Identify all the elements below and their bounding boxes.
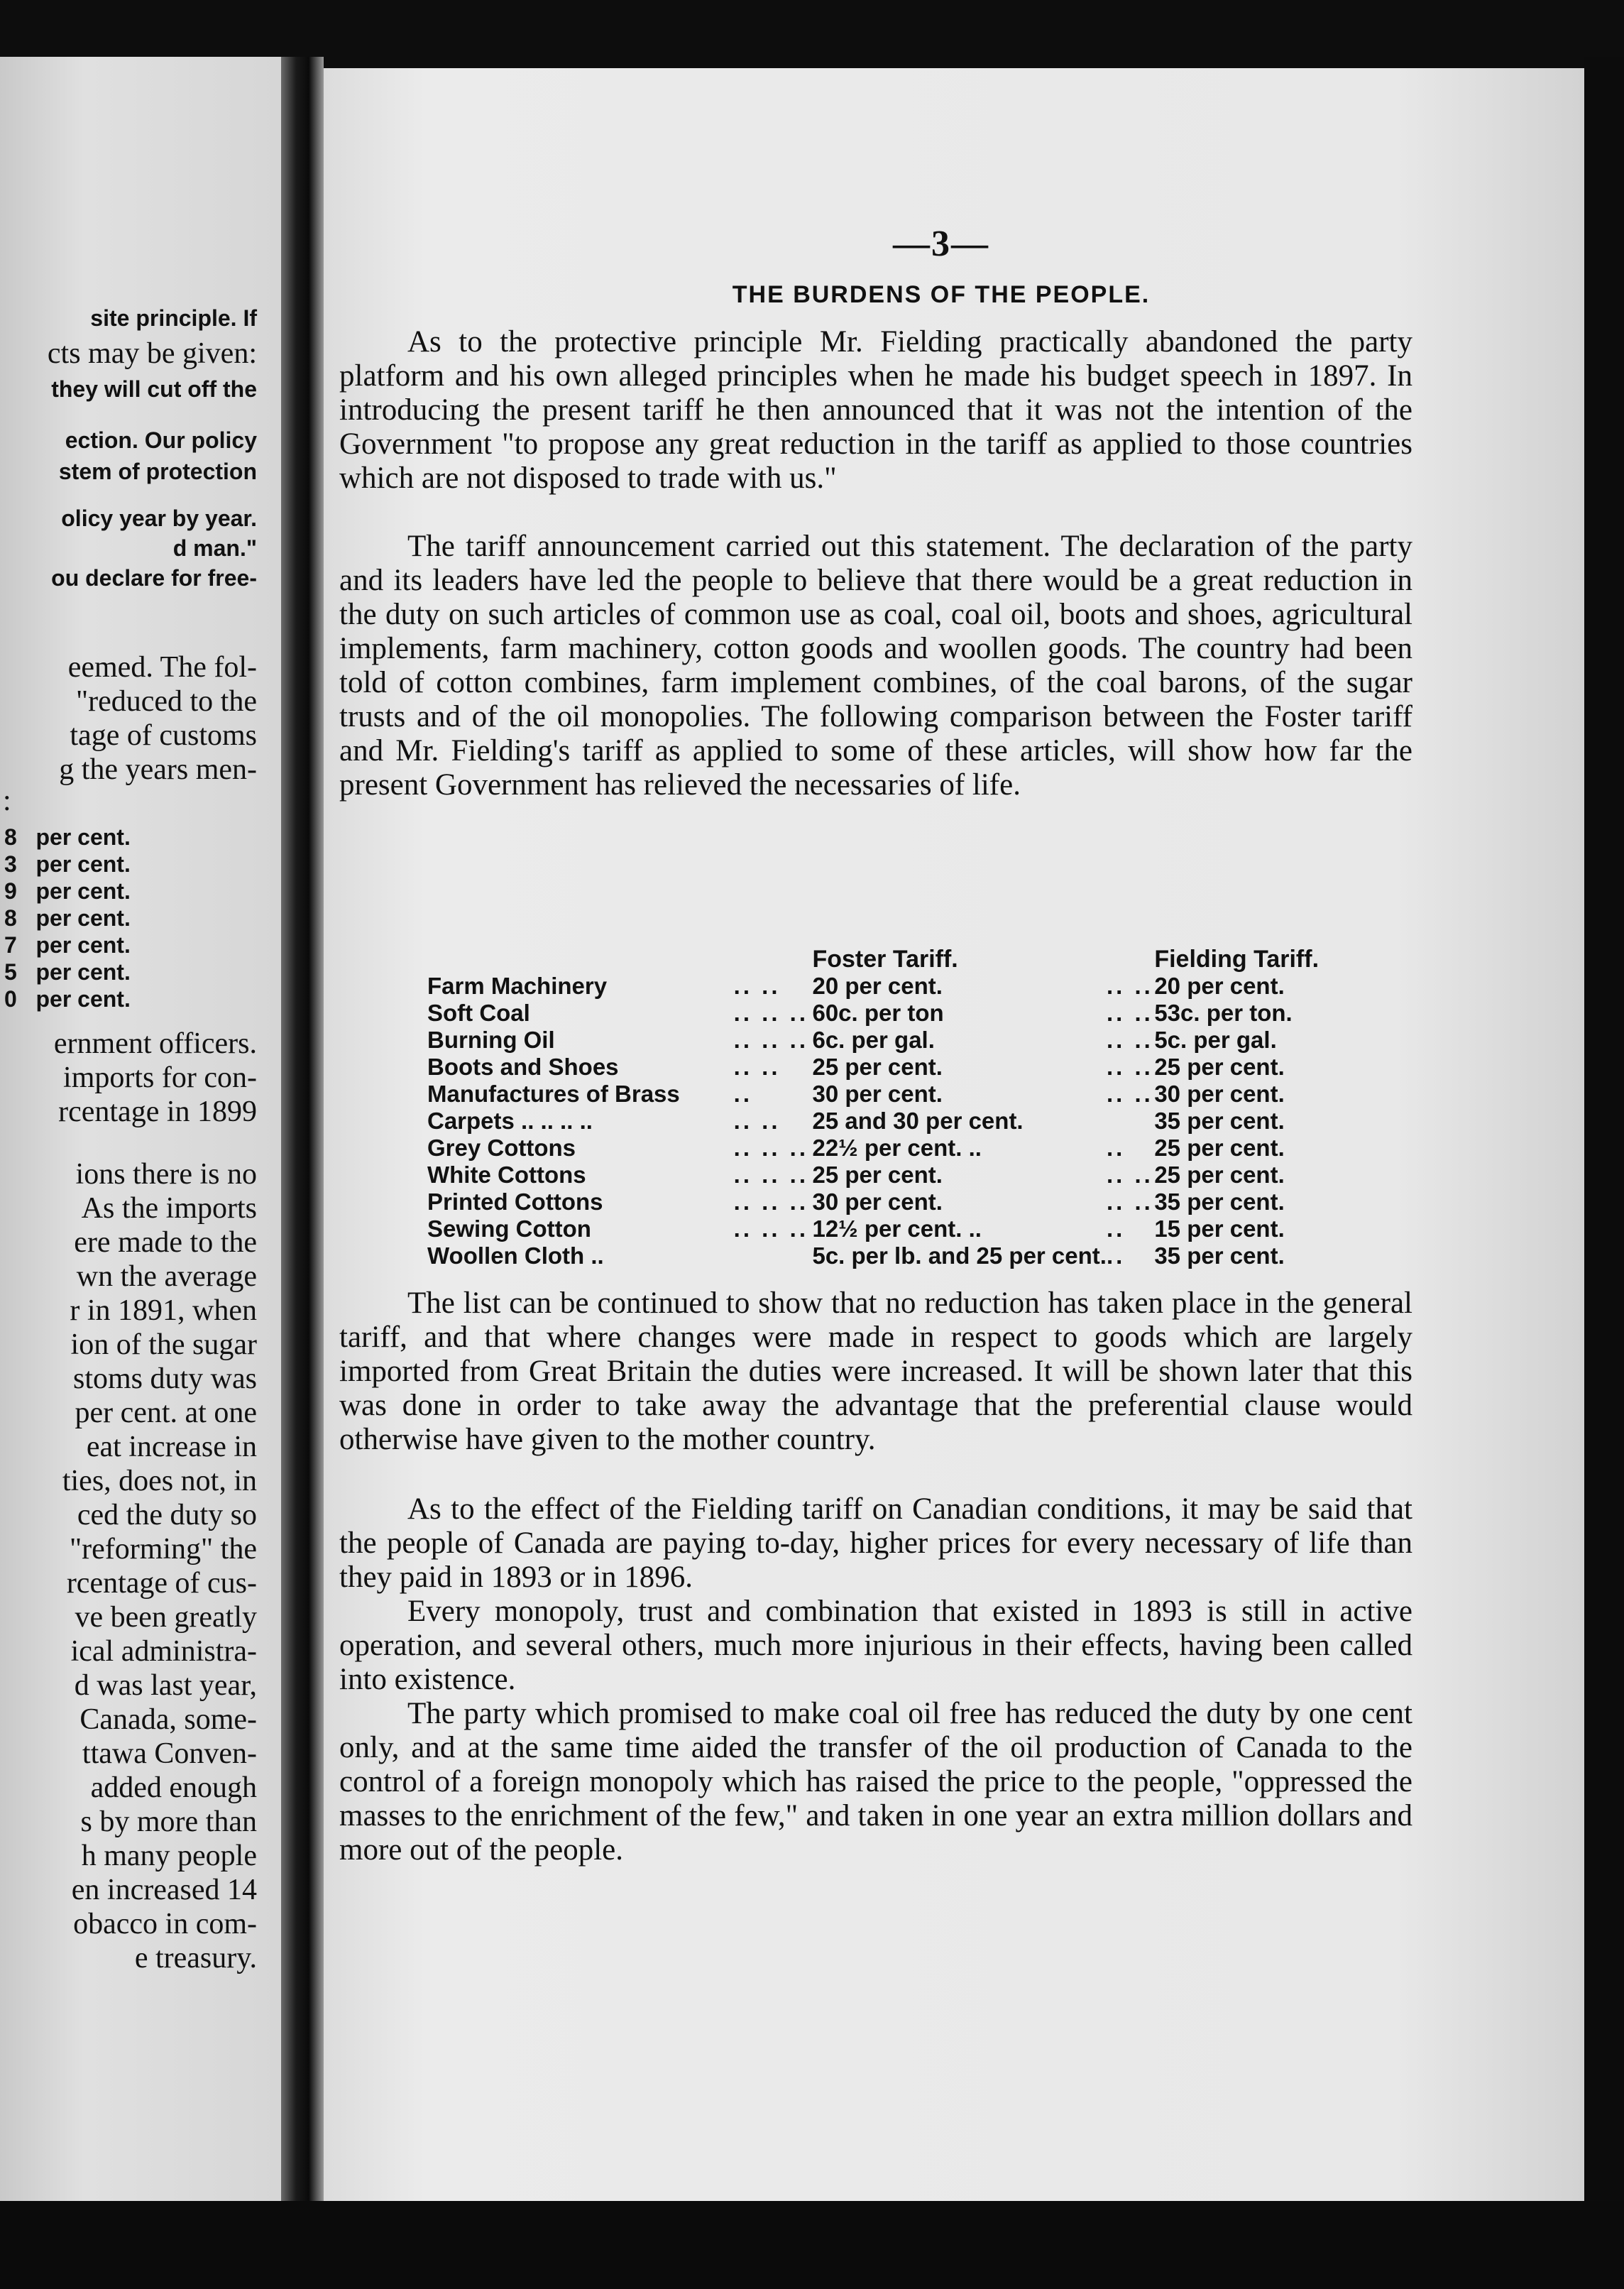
header-fielding: Fielding Tariff. — [1154, 946, 1320, 973]
table-row — [324, 973, 1332, 1000]
left-percent-row: 0 per cent. — [4, 986, 131, 1012]
item-cell: Burning Oil — [427, 1027, 555, 1053]
left-line: ttawa Conven- — [82, 1737, 257, 1770]
left-line: ou declare for free- — [51, 565, 257, 591]
fielding-cell: 35 per cent. — [1154, 1242, 1285, 1269]
leader-cell: .. .. .. — [733, 1027, 809, 1053]
leader-cell — [1107, 1108, 1154, 1135]
item-cell: Farm Machinery — [427, 973, 608, 999]
leader-cell: .. .. .. — [733, 1189, 809, 1215]
left-percent-row: 3 per cent. — [4, 851, 131, 877]
left-page-fragment — [0, 57, 281, 2201]
leader-cell: .. — [733, 1081, 753, 1107]
item-cell: White Cottons — [427, 1162, 586, 1188]
left-line: s by more than — [80, 1805, 257, 1838]
fielding-cell: 5c. per gal. — [1154, 1027, 1277, 1053]
tariff-comparison-table — [324, 946, 1332, 1269]
table-row — [324, 1215, 1332, 1242]
item-cell: Boots and Shoes — [427, 1054, 619, 1080]
left-percent-row: 7 per cent. — [4, 932, 131, 958]
left-line: "reforming" the — [69, 1533, 257, 1566]
leader-cell: .. .. — [733, 1054, 781, 1080]
paragraph: The list can be continued to show that no reduction has taken place in the general tariff, and that where changes were made in respect to goods which are largely imported from Great Britain the duties were increased. It will be shown later that this was done in order to take away the advantage that the preferential clause would otherwise have given to the mother country. — [339, 1286, 1412, 1456]
fielding-cell: 35 per cent. — [1154, 1189, 1285, 1215]
left-line: d man." — [172, 535, 257, 561]
left-line: imports for con- — [63, 1061, 257, 1094]
left-line: eat increase in — [86, 1431, 257, 1463]
item-cell: Sewing Cotton — [427, 1215, 591, 1242]
table-row — [324, 1108, 1332, 1135]
item-cell: Grey Cottons — [427, 1135, 576, 1161]
header-cell — [734, 946, 813, 973]
leader-cell — [734, 1242, 813, 1269]
table-row — [324, 1054, 1332, 1081]
item-cell: Soft Coal — [427, 1000, 530, 1026]
foster-cell: 60c. per ton — [812, 1000, 944, 1026]
left-line: : — [3, 785, 11, 817]
left-line: tage of customs — [70, 719, 257, 752]
paragraph: Every monopoly, trust and combination that existed in 1893 is still in active operation, and several others, much more injurious in their effects, having been called into existence. — [339, 1595, 1412, 1696]
left-line: ion of the sugar — [70, 1328, 257, 1361]
fielding-cell: 25 per cent. — [1154, 1054, 1285, 1080]
left-line: stem of protection — [58, 459, 257, 484]
left-line: eemed. The fol- — [67, 651, 257, 684]
item-cell: Woollen Cloth .. — [427, 1242, 604, 1269]
item-cell: Carpets .. .. .. .. — [427, 1108, 593, 1134]
leader-cell: .. .. — [733, 1108, 781, 1134]
fielding-cell: 30 per cent. — [1154, 1081, 1285, 1107]
leader-cell: .. .. — [1106, 1189, 1153, 1215]
table-row — [324, 1242, 1332, 1269]
leader-cell: .. .. .. — [733, 1135, 809, 1161]
left-line: ced the duty so — [77, 1499, 257, 1531]
left-line: "reduced to the — [75, 685, 257, 718]
left-line: h many people — [81, 1840, 257, 1872]
left-line: ere made to the — [74, 1226, 257, 1259]
book-gutter — [281, 57, 324, 2215]
left-line: cts may be given: — [47, 337, 257, 370]
left-line: olicy year by year. — [61, 506, 257, 531]
paragraph: The tariff announcement carried out this statement. The declaration of the party and its leaders have led the people to believe that there would be a great reduction in the duty on such articles of common use as coal, coal oil, boots and shoes, agricultural implements, farm machinery, cotton goods and woollen goods. The country had been told of cotton combines, farm implement combines, of the coal barons, of the sugar trusts and of the oil monopolies. The following comparison between the Foster tariff and Mr. Fielding's tariff as applied to some of these articles, will show how far the present Government has relieved the necessaries of life. — [339, 530, 1412, 802]
left-percent-row: 8 per cent. — [4, 905, 131, 931]
page-content — [324, 68, 1584, 2201]
page-number: —3— — [893, 224, 989, 264]
foster-cell: 22½ per cent. .. — [812, 1135, 982, 1161]
left-line: e treasury. — [134, 1942, 257, 1974]
left-line: rcentage of cus- — [66, 1567, 257, 1600]
header-cell — [324, 946, 734, 973]
left-line: they will cut off the — [51, 376, 257, 402]
paragraph: As to the effect of the Fielding tariff on Canadian conditions, it may be said that the people of Canada are paying to-day, higher prices for every necessary of life than they paid in 1893 or in 1896. — [339, 1492, 1412, 1594]
left-line: en increased 14 — [71, 1874, 257, 1906]
table-row — [324, 1189, 1332, 1215]
fielding-cell: 20 per cent. — [1154, 973, 1285, 999]
paragraph: As to the protective principle Mr. Fielding practically abandoned the party platform and his own alleged principles when he made his budget speech in 1897. In introducing the present tariff he then announced that it was not the intention of the Government "to propose any great reduction in the tariff as applied to those countries which are not disposed to trade with us." — [339, 325, 1412, 495]
header-cell — [1107, 946, 1154, 973]
leader-cell: .. .. — [1106, 1000, 1153, 1026]
leader-cell: .. — [1106, 1242, 1126, 1269]
right-page — [324, 68, 1584, 2201]
leader-cell: .. .. — [1106, 1027, 1153, 1053]
foster-cell: 30 per cent. — [812, 1081, 943, 1107]
foster-cell: 12½ per cent. .. — [812, 1215, 982, 1242]
table-row — [324, 1081, 1332, 1108]
left-line: rcentage in 1899 — [58, 1096, 257, 1128]
table-row — [324, 1027, 1332, 1054]
left-line: per cent. at one — [75, 1397, 257, 1429]
left-line: added enough — [90, 1771, 257, 1804]
paragraph: The party which promised to make coal oil free has reduced the duty by one cent only, and at the same time aided the transfer of the oil production of Canada to the control of a foreign monopoly which has raised the price to the people, "oppressed the masses to the enrichment of the few," and taken in one year an extra million dollars and more out of the people. — [339, 1697, 1412, 1867]
section-heading: THE BURDENS OF THE PEOPLE. — [732, 281, 1151, 308]
left-line: site principle. If — [90, 305, 257, 331]
item-cell: Manufactures of Brass — [427, 1081, 680, 1107]
foster-cell: 5c. per lb. and 25 per cent. — [812, 1242, 1107, 1269]
leader-cell: .. .. — [733, 973, 781, 999]
left-line: ical administra- — [70, 1635, 257, 1668]
scan-border-bottom — [0, 2201, 1624, 2289]
left-line: ection. Our policy — [65, 427, 257, 453]
fielding-cell: 35 per cent. — [1154, 1108, 1285, 1134]
leader-cell: .. .. .. — [733, 1162, 809, 1188]
leader-cell: .. .. — [1106, 1054, 1153, 1080]
left-line: As the imports — [81, 1192, 257, 1225]
table-row — [324, 1000, 1332, 1027]
foster-cell: 30 per cent. — [812, 1189, 943, 1215]
left-line: obacco in com- — [73, 1908, 257, 1940]
left-percent-row: 5 per cent. — [4, 959, 131, 985]
foster-cell: 20 per cent. — [812, 973, 943, 999]
left-percent-row: 9 per cent. — [4, 878, 131, 904]
left-line: ions there is no — [75, 1158, 257, 1191]
fielding-cell: 25 per cent. — [1154, 1135, 1285, 1161]
fielding-cell: 25 per cent. — [1154, 1162, 1285, 1188]
header-foster: Foster Tariff. — [812, 946, 958, 973]
fielding-cell: 53c. per ton. — [1154, 1000, 1293, 1026]
foster-cell: 6c. per gal. — [812, 1027, 935, 1053]
table-row — [324, 1162, 1332, 1189]
leader-cell: .. .. .. — [733, 1000, 809, 1026]
leader-cell: .. — [1106, 1215, 1126, 1242]
left-line: stoms duty was — [72, 1362, 257, 1395]
left-line: ties, does not, in — [62, 1465, 257, 1497]
table-header-row — [324, 946, 1332, 973]
left-line: ve been greatly — [75, 1601, 257, 1634]
item-cell: Printed Cottons — [427, 1189, 603, 1215]
left-line: r in 1891, when — [70, 1294, 257, 1327]
left-line: d was last year, — [74, 1669, 257, 1702]
fielding-cell: 15 per cent. — [1154, 1215, 1285, 1242]
left-line: Canada, some- — [79, 1703, 257, 1736]
foster-cell: 25 and 30 per cent. — [812, 1108, 1024, 1134]
leader-cell: .. — [1106, 1135, 1126, 1161]
left-line: g the years men- — [59, 753, 257, 786]
left-line: ernment officers. — [53, 1027, 257, 1060]
left-line: wn the average — [76, 1260, 257, 1293]
leader-cell: .. .. .. — [733, 1215, 809, 1242]
scan-border-right — [1584, 57, 1624, 2215]
table-row — [324, 1135, 1332, 1162]
leader-cell: .. .. — [1106, 973, 1153, 999]
foster-cell: 25 per cent. — [812, 1162, 943, 1188]
foster-cell: 25 per cent. — [812, 1054, 943, 1080]
leader-cell: .. .. — [1106, 1081, 1153, 1107]
left-percent-row: 8 per cent. — [4, 824, 131, 850]
leader-cell: .. .. — [1106, 1162, 1153, 1188]
